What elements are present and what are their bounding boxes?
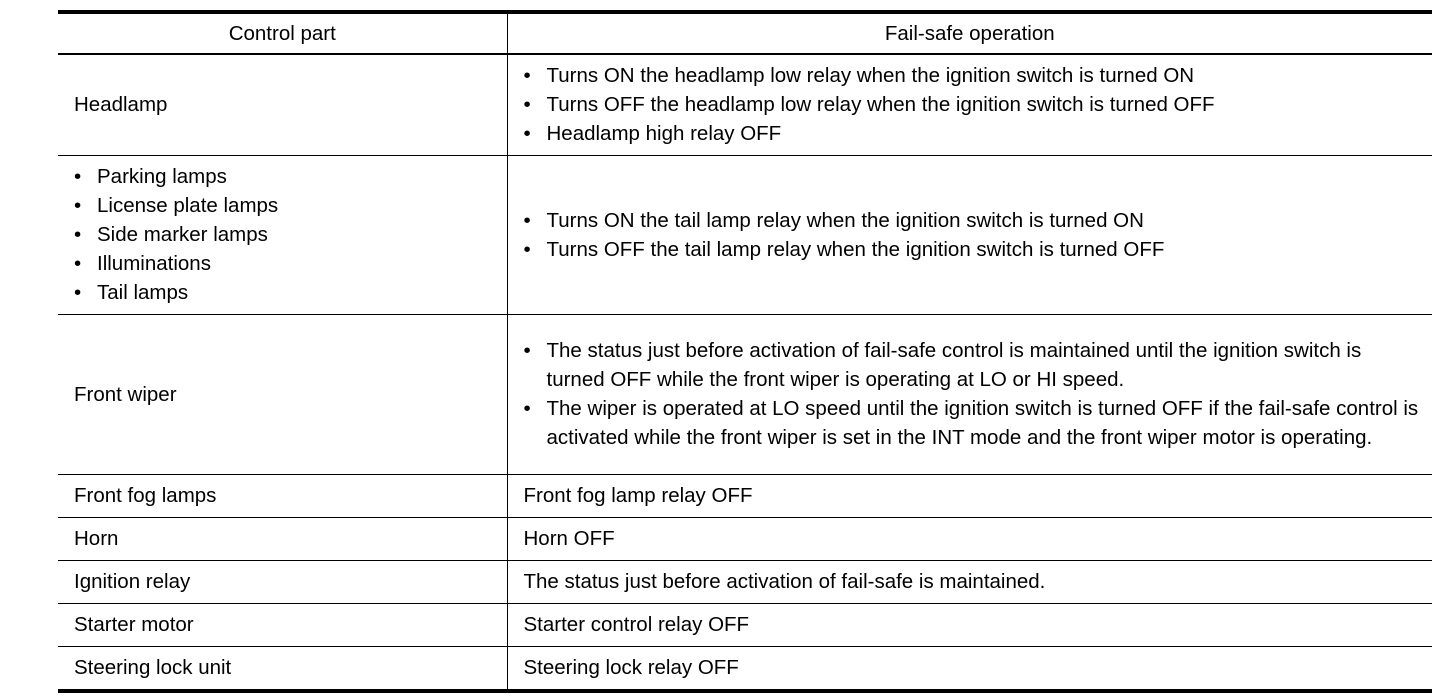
list-item: • License plate lamps xyxy=(74,191,507,220)
table-row xyxy=(58,54,1432,156)
failsafe-operation-cell xyxy=(507,315,1432,475)
table-header-row xyxy=(58,12,1432,54)
list-item: • Turns ON the headlamp low relay when the ignition switch is turned ON xyxy=(524,61,1423,90)
list-item: • Turns OFF the tail lamp relay when the ignition switch is turned OFF xyxy=(524,235,1423,264)
list-item: • Turns ON the tail lamp relay when the ignition switch is turned ON xyxy=(524,206,1423,235)
table-row xyxy=(58,315,1432,475)
table-row xyxy=(58,647,1432,692)
failsafe-operation-cell xyxy=(507,156,1432,315)
header-failsafe-operation: Fail-safe operation xyxy=(507,12,1432,54)
control-part-cell: Ignition relay xyxy=(58,561,507,604)
table-row xyxy=(58,518,1432,561)
operation-list xyxy=(524,61,1423,148)
list-item: • Illuminations xyxy=(74,249,507,278)
control-part-cell: Horn xyxy=(58,518,507,561)
list-item: • The wiper is operated at LO speed until the ignition switch is turned OFF if the fail-safe control is activated while the front wiper is set in the INT mode and the front wiper motor is operating. xyxy=(524,394,1423,452)
failsafe-operation-cell: The status just before activation of fail-safe is maintained. xyxy=(507,561,1432,604)
list-item: • Tail lamps xyxy=(74,278,507,307)
control-part-cell: Starter motor xyxy=(58,604,507,647)
failsafe-operation-cell: Starter control relay OFF xyxy=(507,604,1432,647)
failsafe-table xyxy=(58,10,1432,693)
control-part-cell: Steering lock unit xyxy=(58,647,507,692)
table-row xyxy=(58,561,1432,604)
control-part-cell: Front fog lamps xyxy=(58,475,507,518)
table-row xyxy=(58,604,1432,647)
table-row xyxy=(58,475,1432,518)
failsafe-operation-cell: Horn OFF xyxy=(507,518,1432,561)
failsafe-operation-cell xyxy=(507,54,1432,156)
list-item: • Side marker lamps xyxy=(74,220,507,249)
list-item: • Headlamp high relay OFF xyxy=(524,119,1423,148)
list-item: • The status just before activation of fail-safe control is maintained until the ignition switch is turned OFF while the front wiper is operating at LO or HI speed. xyxy=(524,336,1423,394)
control-part-cell: Front wiper xyxy=(58,315,507,475)
control-part-cell: Headlamp xyxy=(58,54,507,156)
control-part-list xyxy=(74,162,507,307)
failsafe-operation-cell: Steering lock relay OFF xyxy=(507,647,1432,692)
header-control-part: Control part xyxy=(58,12,507,54)
control-part-cell xyxy=(58,156,507,315)
list-item: • Parking lamps xyxy=(74,162,507,191)
failsafe-operation-cell: Front fog lamp relay OFF xyxy=(507,475,1432,518)
operation-list xyxy=(524,206,1423,264)
operation-list xyxy=(524,336,1423,452)
table-row xyxy=(58,156,1432,315)
list-item: • Turns OFF the headlamp low relay when the ignition switch is turned OFF xyxy=(524,90,1423,119)
